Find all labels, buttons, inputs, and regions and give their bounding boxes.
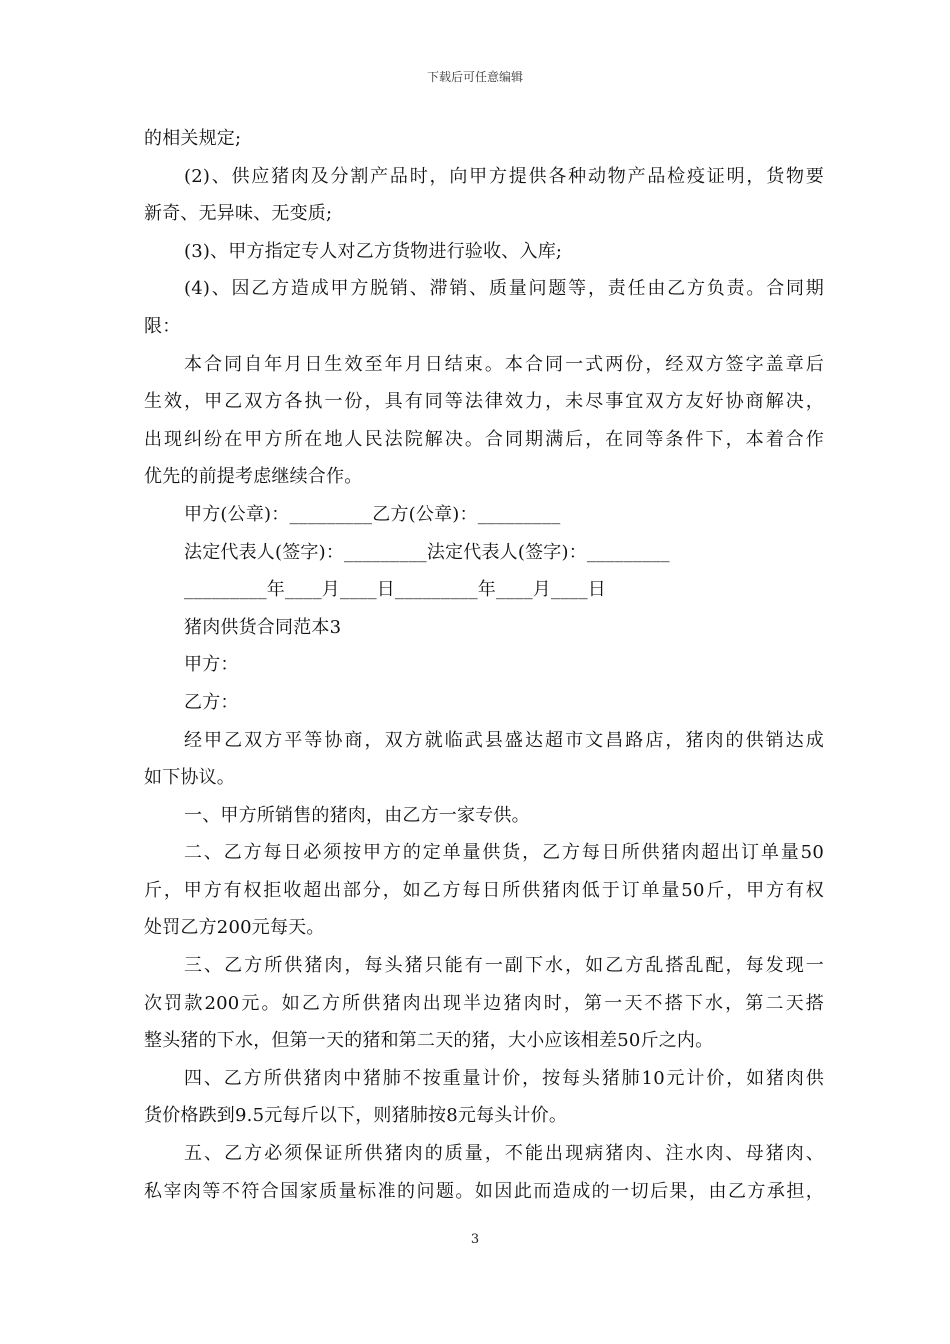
- text-line: 次罚款200元。如乙方所供猪肉出现半边猪肉时，第一天不搭下水，第二天搭: [144, 992, 824, 1014]
- clause-line: 一、甲方所销售的猪肉，由乙方一家专供。: [184, 804, 530, 826]
- text-line: 私宰肉等不符合国家质量标准的问题。如因此而造成的一切后果，由乙方承担，: [144, 1180, 824, 1202]
- clause-line: 三、乙方所供猪肉，每头猪只能有一副下水，如乙方乱搭乱配，每发现一: [184, 955, 824, 977]
- signature-line: 甲方(公章)：_________乙方(公章)：_________: [184, 503, 561, 525]
- text-line: 优先的前提考虑继续合作。: [144, 466, 363, 488]
- text-line: (3)、甲方指定专人对乙方货物进行验收、入库;: [184, 240, 563, 262]
- text-line: 限：: [144, 315, 181, 337]
- party-b-line: 乙方：: [184, 691, 239, 713]
- signature-line: 法定代表人(签字)：_________法定代表人(签字)：_________: [184, 541, 670, 563]
- page-header: 下载后可任意编辑: [426, 70, 523, 84]
- text-line: 经甲乙双方平等协商，双方就临武县盛达超市文昌路店，猪肉的供销达成: [184, 729, 824, 751]
- clause-line: 二、乙方每日必须按甲方的定单量供货，乙方每日所供猪肉超出订单量50: [184, 842, 824, 864]
- text-line: 的相关规定;: [144, 128, 242, 149]
- document-body: [144, 124, 824, 1214]
- text-line: (2)、供应猪肉及分割产品时，向甲方提供各种动物产品检疫证明，货物要: [184, 165, 824, 187]
- text-line: 新奇、无异味、无变质;: [144, 203, 333, 225]
- text-line: 如下协议。: [144, 767, 235, 789]
- date-line: _________年____月____日_________年____月____日: [184, 579, 606, 601]
- text-line: 本合同自年月日生效至年月日结束。本合同一式两份，经双方签字盖章后: [184, 353, 824, 375]
- text-line: (4)、因乙方造成甲方脱销、滞销、质量问题等，责任由乙方负责。合同期: [184, 278, 824, 300]
- section-title: 猪肉供货合同范本3: [184, 616, 342, 638]
- text-line: 出现纠纷在甲方所在地人民法院解决。合同期满后，在同等条件下，本着合作: [144, 428, 824, 450]
- text-line: 货价格跌到9.5元每斤以下，则猪肺按8元每头计价。: [144, 1105, 568, 1127]
- party-a-line: 甲方：: [184, 654, 239, 676]
- text-line: 斤，甲方有权拒收超出部分，如乙方每日所供猪肉低于订单量50斤，甲方有权: [144, 879, 824, 901]
- page-number: 3: [470, 1232, 480, 1247]
- clause-line: 四、乙方所供猪肉中猪肺不按重量计价，按每头猪肺10元计价，如猪肉供: [184, 1067, 824, 1089]
- clause-line: 五、乙方必须保证所供猪肉的质量，不能出现病猪肉、注水肉、母猪肉、: [184, 1143, 824, 1165]
- text-line: 整头猪的下水，但第一天的猪和第二天的猪，大小应该相差50斤之内。: [144, 1030, 714, 1052]
- text-line: 生效，甲乙双方各执一份，具有同等法律效力，未尽事宜双方友好协商解决，: [144, 391, 824, 413]
- text-line: 处罚乙方200元每天。: [144, 917, 325, 939]
